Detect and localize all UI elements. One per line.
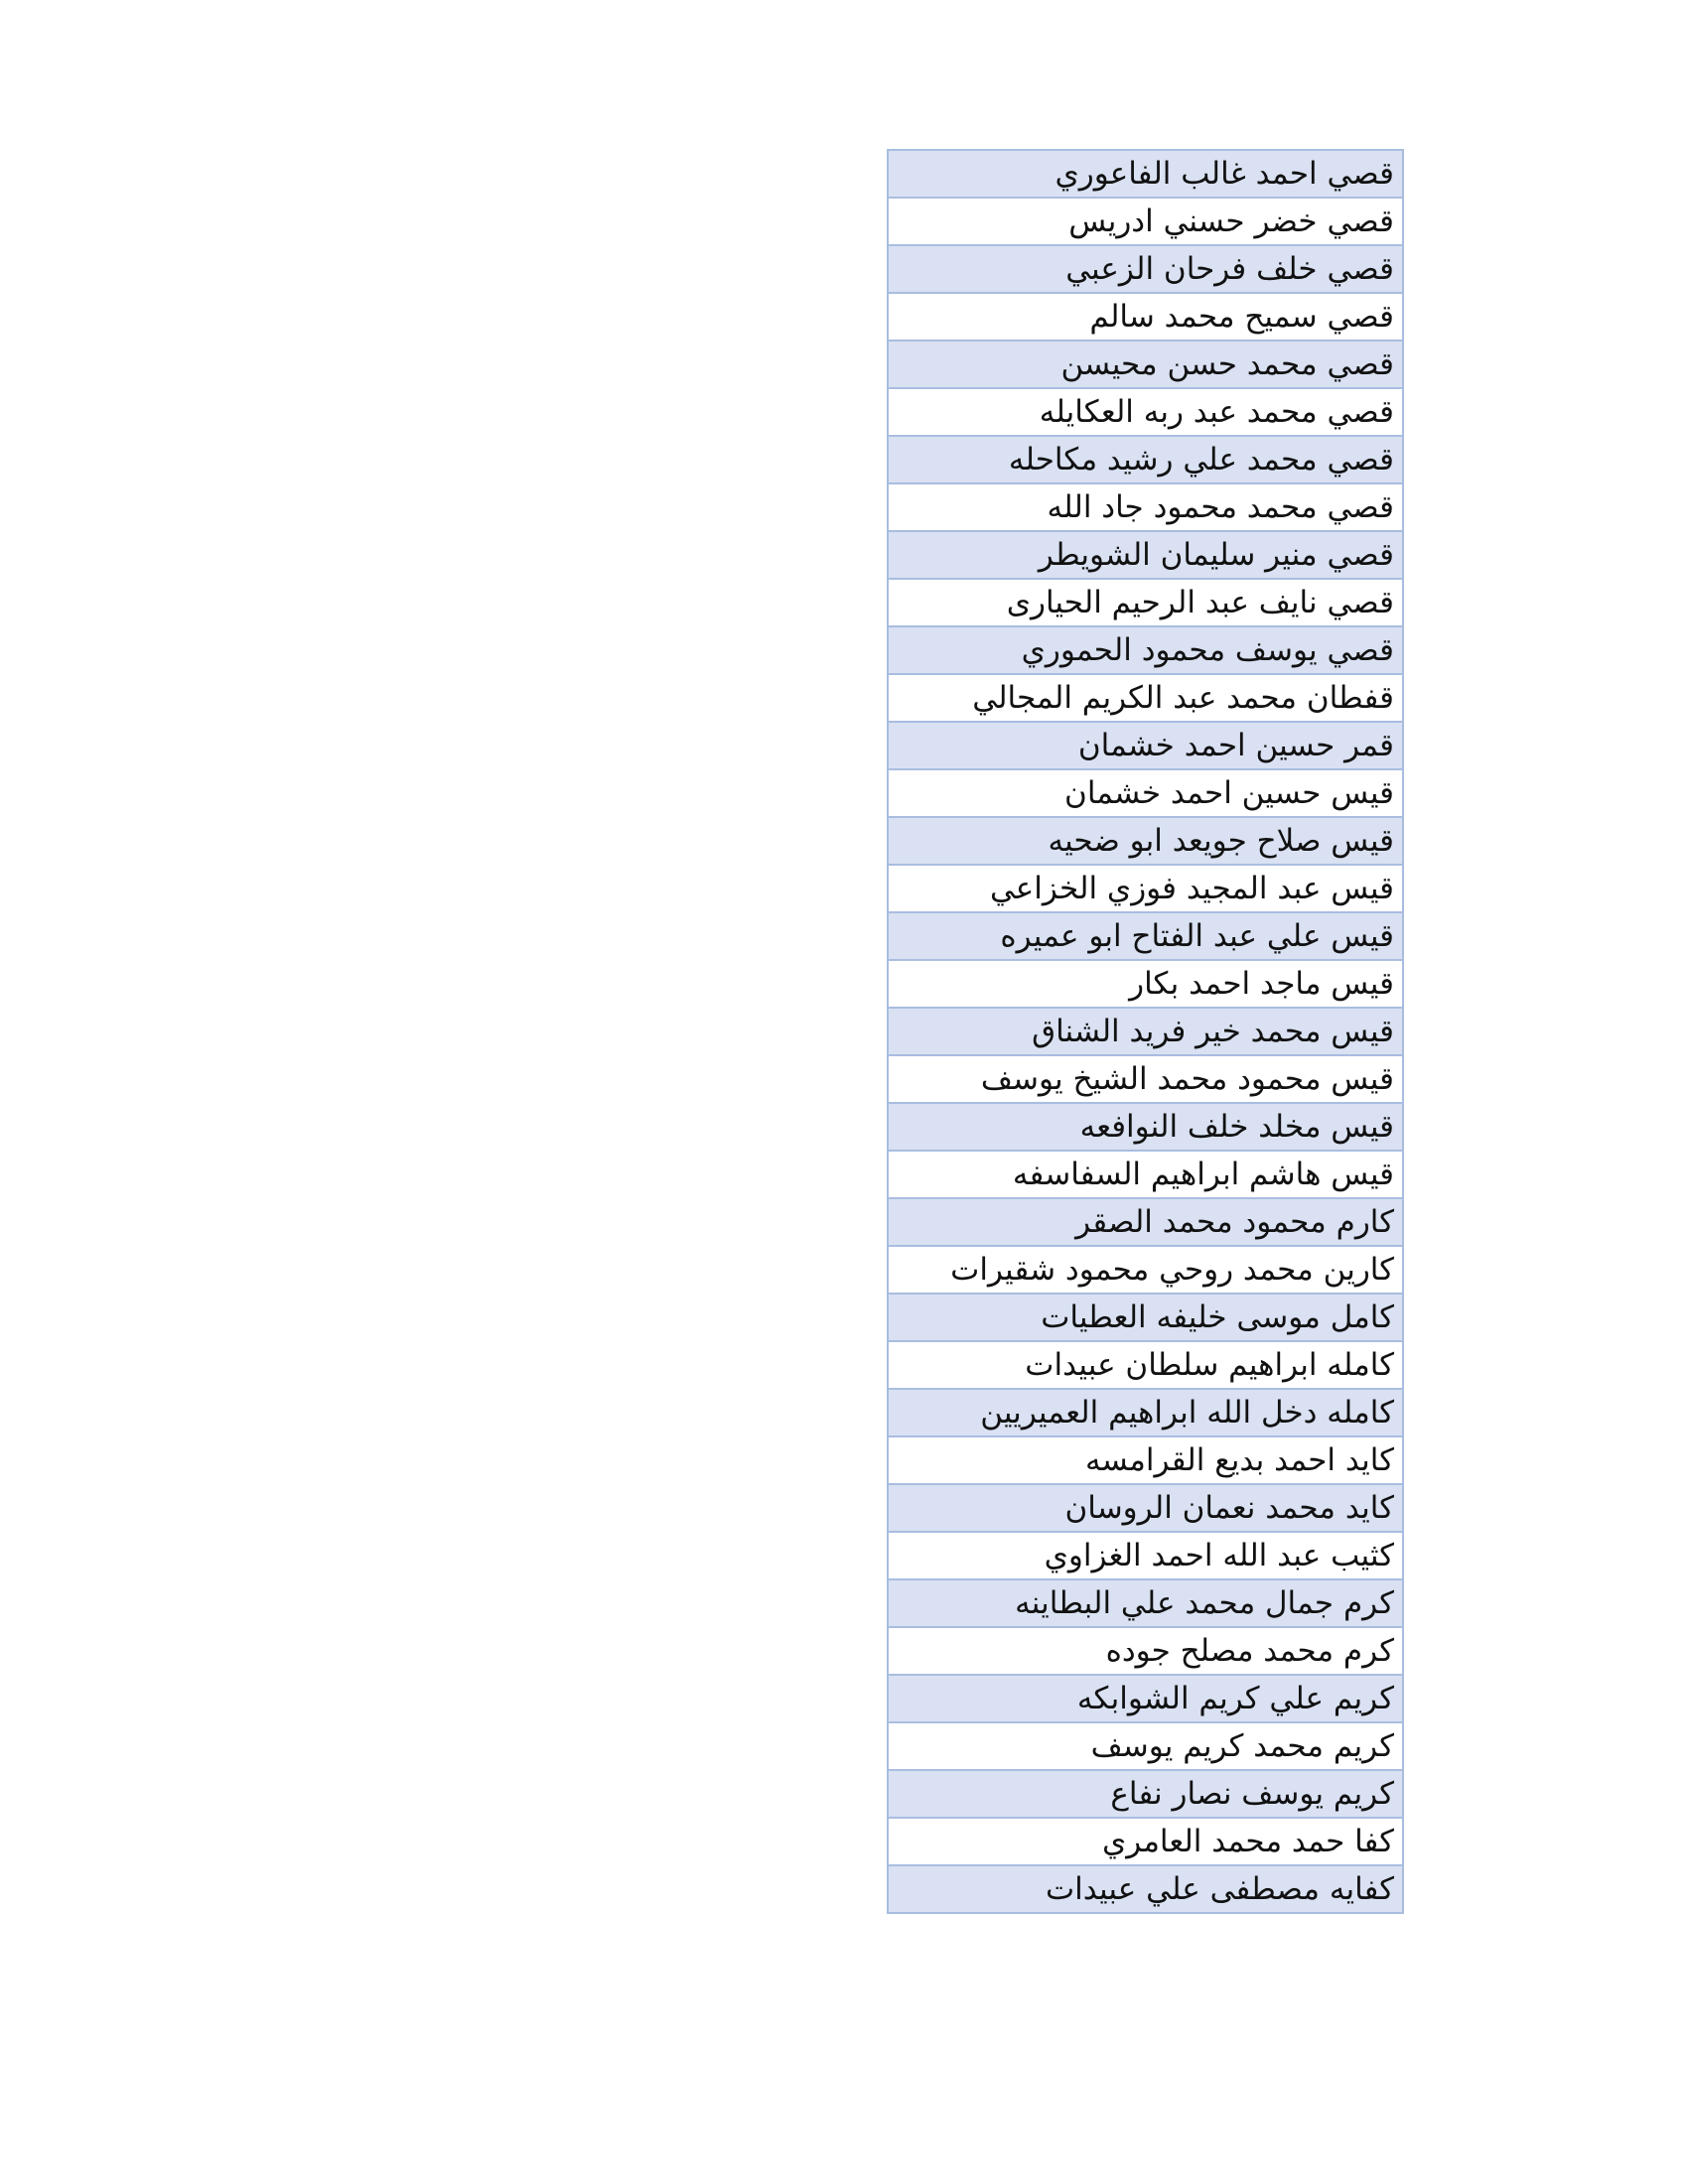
table-row (888, 1008, 1403, 1055)
table-row (888, 1579, 1403, 1627)
table-row (888, 1627, 1403, 1675)
table-row (888, 1818, 1403, 1865)
name-cell: كامله ابراهيم سلطان عبيدات (888, 1341, 1403, 1389)
table-row (888, 865, 1403, 912)
table-row (888, 531, 1403, 579)
table-row (888, 245, 1403, 293)
table-row (888, 150, 1403, 198)
name-cell: كريم يوسف نصار نفاع (888, 1770, 1403, 1818)
name-cell: قيس عبد المجيد فوزي الخزاعي (888, 865, 1403, 912)
name-cell: كارم محمود محمد الصقر (888, 1198, 1403, 1246)
table-row (888, 1198, 1403, 1246)
name-cell: قيس هاشم ابراهيم السفاسفه (888, 1151, 1403, 1198)
name-cell: قصي محمد علي رشيد مكاحله (888, 436, 1403, 483)
table-row (888, 1341, 1403, 1389)
name-cell: قيس حسين احمد خشمان (888, 769, 1403, 817)
table-row (888, 483, 1403, 531)
name-cell: كثيب عبد الله احمد الغزاوي (888, 1532, 1403, 1579)
name-cell: كفا حمد محمد العامري (888, 1818, 1403, 1865)
table-row (888, 817, 1403, 865)
name-cell: قيس علي عبد الفتاح ابو عميره (888, 912, 1403, 960)
table-row (888, 198, 1403, 245)
name-cell: قصي محمد حسن محيسن (888, 341, 1403, 388)
table-row (888, 1436, 1403, 1484)
table-row (888, 674, 1403, 722)
table-row (888, 1246, 1403, 1294)
name-cell: قصي يوسف محمود الحموري (888, 626, 1403, 674)
name-cell: كفايه مصطفى علي عبيدات (888, 1865, 1403, 1913)
name-cell: قفطان محمد عبد الكريم المجالي (888, 674, 1403, 722)
table-row (888, 388, 1403, 436)
table-row (888, 293, 1403, 341)
names-table-body (888, 150, 1403, 1913)
table-row (888, 722, 1403, 769)
table-row (888, 769, 1403, 817)
name-cell: قصي سميح محمد سالم (888, 293, 1403, 341)
table-row (888, 912, 1403, 960)
name-cell: قصي محمد محمود جاد الله (888, 483, 1403, 531)
name-cell: قيس صلاح جويعد ابو ضحيه (888, 817, 1403, 865)
name-cell: قيس محمود محمد الشيخ يوسف (888, 1055, 1403, 1103)
name-cell: كريم علي كريم الشوابكه (888, 1675, 1403, 1722)
name-cell: قيس ماجد احمد بكار (888, 960, 1403, 1008)
name-cell: قيس مخلد خلف النوافعه (888, 1103, 1403, 1151)
table-row (888, 1722, 1403, 1770)
name-cell: كايد احمد بديع القرامسه (888, 1436, 1403, 1484)
table-row (888, 960, 1403, 1008)
name-cell: قصي نايف عبد الرحيم الحيارى (888, 579, 1403, 626)
name-cell: كريم محمد كريم يوسف (888, 1722, 1403, 1770)
table-row (888, 1770, 1403, 1818)
name-cell: كرم محمد مصلح جوده (888, 1627, 1403, 1675)
name-cell: قمر حسين احمد خشمان (888, 722, 1403, 769)
name-cell: قصي خضر حسني ادريس (888, 198, 1403, 245)
table-row (888, 1151, 1403, 1198)
name-cell: قصي محمد عبد ربه العكايله (888, 388, 1403, 436)
table-row (888, 341, 1403, 388)
table-row (888, 626, 1403, 674)
table-row (888, 1532, 1403, 1579)
name-cell: كرم جمال محمد علي البطاينه (888, 1579, 1403, 1627)
name-cell: كامله دخل الله ابراهيم العميريين (888, 1389, 1403, 1436)
table-row (888, 1389, 1403, 1436)
table-row (888, 579, 1403, 626)
table-row (888, 1294, 1403, 1341)
name-cell: كايد محمد نعمان الروسان (888, 1484, 1403, 1532)
name-cell: قصي احمد غالب الفاعوري (888, 150, 1403, 198)
name-cell: قصي منير سليمان الشويطر (888, 531, 1403, 579)
name-cell: كامل موسى خليفه العطيات (888, 1294, 1403, 1341)
names-table (887, 149, 1404, 1914)
table-row (888, 1675, 1403, 1722)
name-cell: قيس محمد خير فريد الشناق (888, 1008, 1403, 1055)
table-row (888, 1484, 1403, 1532)
table-row (888, 436, 1403, 483)
name-cell: قصي خلف فرحان الزعبي (888, 245, 1403, 293)
name-cell: كارين محمد روحي محمود شقيرات (888, 1246, 1403, 1294)
table-row (888, 1055, 1403, 1103)
table-row (888, 1865, 1403, 1913)
table-row (888, 1103, 1403, 1151)
